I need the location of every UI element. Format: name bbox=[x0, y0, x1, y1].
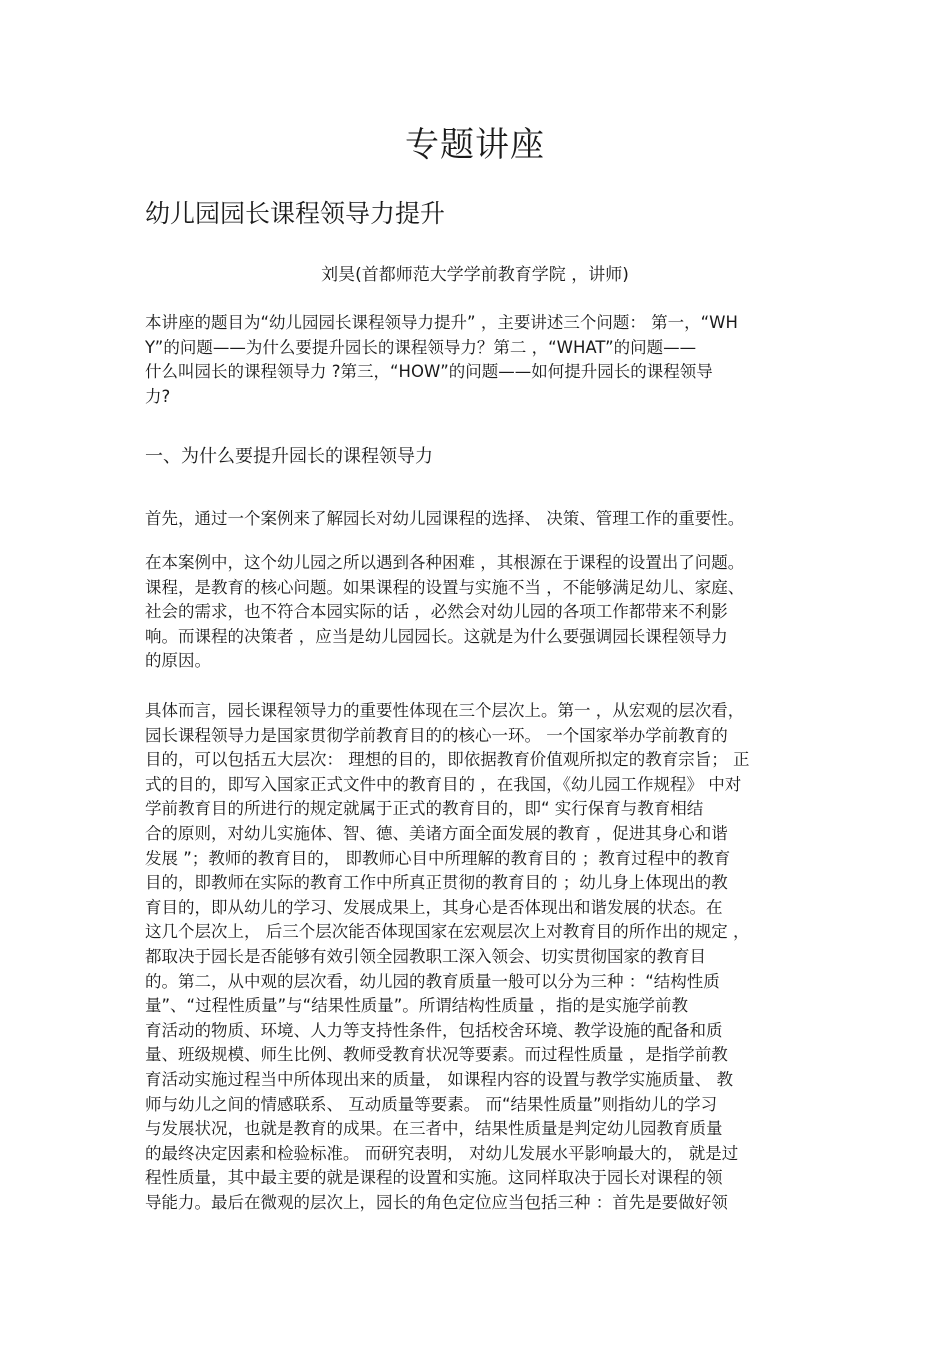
intro-line: 什么叫园长的课程领导力 ?第三，“HOW”的问题——如何提升园长的课程领导 bbox=[145, 362, 713, 382]
reason-line: 的原因。 bbox=[145, 651, 211, 671]
levels-line: 的最终决定因素和检验标准。 而研究表明， 对幼儿发展水平影响最大的， 就是过 bbox=[145, 1143, 739, 1163]
levels-line: 量”、“过程性质量”与“结果性质量”。所谓结构性质量 ，指的是实施学前教 bbox=[145, 996, 688, 1016]
levels-line: 式的目的，即写入国家正式文件中的教育目的 ，在我国，《幼儿园工作规程》 中对 bbox=[145, 774, 742, 794]
reason-line: 课程，是教育的核心问题。如果课程的设置与实施不当 ，不能够满足幼儿、家庭、 bbox=[145, 577, 745, 597]
levels-line: 量、班级规模、师生比例、教师受教育状况等要素。而过程性质量 ，是指学前教 bbox=[145, 1045, 728, 1065]
intro-line: Y”的问题——为什么要提升园长的课程领导力？第二 ，“WHAT”的问题—— bbox=[145, 337, 697, 357]
intro-line: 本讲座的题目为“幼儿园园长课程领导力提升” ，主要讲述三个问题： 第一，“WH bbox=[145, 313, 738, 332]
reason-line: 社会的需求，也不符合本园实际的话 ，必然会对幼儿园的各项工作都带来不利影 bbox=[145, 602, 728, 622]
levels-line: 这几个层次上， 后三个层次能否体现国家在宏观层次上对教育目的所作出的规定 ， bbox=[145, 922, 750, 942]
reason-line: 响。而课程的决策者 ，应当是幼儿园园长。这就是为什么要强调园长课程领导力 bbox=[145, 626, 728, 646]
reason-line: 在本案例中，这个幼儿园之所以遇到各种困难 ，其根源在于课程的设置出了问题。 bbox=[145, 553, 745, 572]
intro-line: 力? bbox=[145, 386, 171, 406]
levels-line: 目的，可以包括五大层次： 理想的目的，即依据教育价值观所拟定的教育宗旨； 正 bbox=[145, 750, 750, 770]
section-heading-1: 一、为什么要提升园长的课程领导力 bbox=[145, 446, 433, 467]
reason-paragraph bbox=[145, 551, 820, 674]
levels-line: 导能力。最后在微观的层次上，园长的角色定位应当包括三种 ：首先是要做好领 bbox=[145, 1192, 728, 1212]
levels-line: 学前教育目的所进行的规定就属于正式的教育目的，即“ 实行保育与教育相结 bbox=[145, 799, 704, 819]
case-intro-line: 首先，通过一个案例来了解园长对幼儿园课程的选择、 决策、管理工作的重要性。 bbox=[145, 509, 745, 528]
levels-line: 都取决于园长是否能够有效引领全园教职工深入领会、切实贯彻国家的教育目 bbox=[145, 946, 706, 966]
page-title: 专题讲座 bbox=[405, 125, 545, 165]
intro-paragraph bbox=[145, 311, 820, 409]
levels-paragraph bbox=[145, 699, 820, 1215]
levels-line: 程性质量，其中最主要的就是课程的设置和实施。这同样取决于园长对课程的领 bbox=[145, 1168, 723, 1188]
levels-line: 与发展状况，也就是教育的成果。在三者中，结果性质量是判定幼儿园教育质量 bbox=[145, 1119, 723, 1139]
levels-line: 育活动的物质、环境、人力等支持性条件，包括校舍环境、教学设施的配备和质 bbox=[145, 1020, 723, 1040]
author-line: 刘昊(首都师范大学学前教育学院 ，讲师) bbox=[321, 265, 629, 285]
levels-line: 园长课程领导力是国家贯彻学前教育目的的核心一环。 一个国家举办学前教育的 bbox=[145, 725, 728, 745]
levels-line: 育目的，即从幼儿的学习、发展成果上，其身心是否体现出和谐发展的状态。在 bbox=[145, 897, 723, 917]
case-intro-paragraph bbox=[145, 507, 820, 532]
levels-line: 发展 ”；教师的教育目的， 即教师心目中所理解的教育目的 ；教育过程中的教育 bbox=[145, 848, 731, 868]
levels-line: 的。第二，从中观的层次看，幼儿园的教育质量一般可以分为三种 ：“结构性质 bbox=[145, 971, 720, 991]
levels-line: 育活动实施过程当中所体现出来的质量， 如课程内容的设置与教学实施质量、 教 bbox=[145, 1069, 733, 1089]
lecture-title: 幼儿园园长课程领导力提升 bbox=[145, 199, 446, 228]
levels-line: 目的，即教师在实际的教育工作中所真正贯彻的教育目的 ；幼儿身上体现出的教 bbox=[145, 873, 728, 893]
levels-line: 合的原则，对幼儿实施体、智、德、美诸方面全面发展的教育 ，促进其身心和谐 bbox=[145, 823, 728, 843]
levels-line: 师与幼儿之间的情感联系、 互动质量等要素。 而“结果性质量”则指幼儿的学习 bbox=[145, 1094, 718, 1114]
levels-line: 具体而言，园长课程领导力的重要性体现在三个层次上。第一 ，从宏观的层次看， bbox=[145, 701, 745, 720]
